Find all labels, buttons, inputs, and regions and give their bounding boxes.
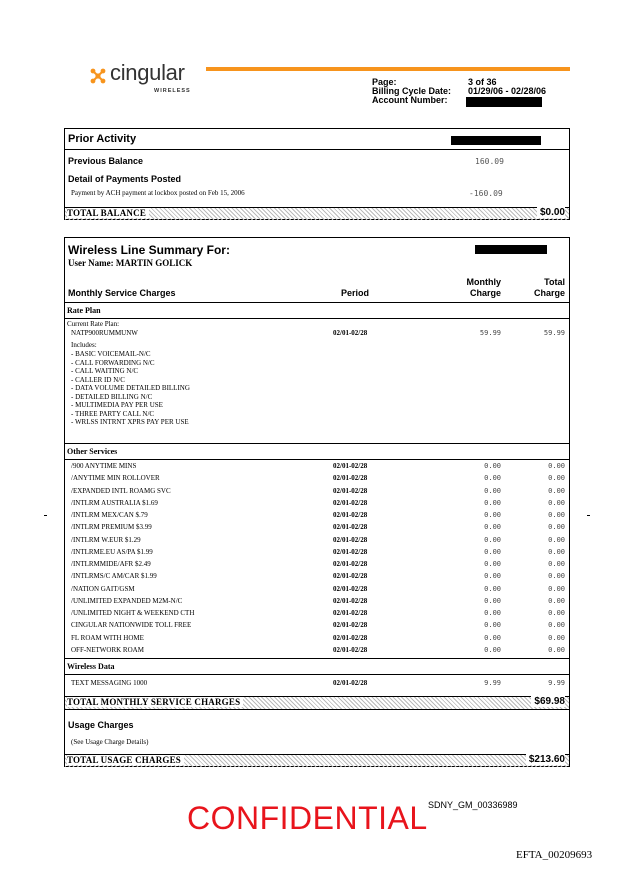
service-total: 0.00: [548, 645, 565, 654]
summary-title: Wireless Line Summary For:: [68, 243, 230, 257]
include-item: - CALL WAITING N/C: [71, 367, 139, 375]
rate-plan-label: Current Rate Plan:: [67, 320, 120, 328]
col-total-line2: Charge: [533, 288, 565, 298]
previous-balance-label: Previous Balance: [68, 156, 144, 166]
total-balance-row: [65, 207, 569, 220]
page-label: Page:: [372, 77, 397, 87]
user-name: User Name: MARTIN GOLICK: [68, 258, 193, 268]
service-monthly: 0.00: [484, 486, 501, 495]
divider: [65, 674, 569, 675]
table-row: [65, 678, 569, 690]
include-item: - DATA VOLUME DETAILED BILLING: [71, 384, 190, 392]
include-item: - THREE PARTY CALL N/C: [71, 409, 155, 418]
service-period: 02/01-02/28: [333, 596, 368, 605]
service-total: 0.00: [548, 474, 565, 483]
service-monthly: 0.00: [484, 511, 501, 519]
data-period: 02/01-02/28: [333, 679, 368, 687]
service-period: 02/01-02/28: [333, 609, 368, 617]
service-total: 0.00: [548, 462, 565, 470]
service-monthly: 0.00: [484, 645, 501, 654]
rate-plan-total: 59.99: [543, 329, 565, 337]
total-balance-label: TOTAL BALANCE: [67, 208, 149, 218]
service-name: /INTLRM W.EUR $1.29: [71, 535, 141, 544]
service-period: 02/01-02/28: [333, 547, 368, 556]
rate-plan-period: 02/01-02/28: [333, 329, 368, 337]
confidential-stamp: CONFIDENTIAL: [187, 800, 428, 836]
service-total: 0.00: [548, 547, 565, 556]
table-row: [65, 584, 569, 596]
data-name-cell: TEXT MESSAGING 1000: [71, 679, 148, 687]
table-row: [65, 522, 569, 534]
bates-number: SDNY_GM_00336989: [428, 800, 518, 810]
service-name: FL ROAM WITH HOME: [71, 633, 144, 642]
service-monthly: 0.00: [484, 572, 501, 581]
payments-detail-label: Detail of Payments Posted: [68, 174, 182, 184]
service-name: /INTLRM PREMIUM $3.99: [71, 523, 152, 532]
include-item: - CALL FORWARDING N/C: [71, 358, 155, 367]
service-period: 02/01-02/28: [333, 486, 368, 495]
prior-activity-title: Prior Activity: [68, 133, 137, 145]
other-services-list: [65, 461, 569, 657]
service-monthly: 0.00: [484, 609, 501, 617]
include-item: - DETAILED BILLING N/C: [71, 392, 153, 401]
previous-balance-value: 160.09: [475, 157, 504, 166]
col-total-charge: [521, 277, 565, 299]
table-row: [65, 559, 569, 571]
cycle-label: Billing Cycle Date:: [372, 86, 452, 96]
total-monthly-row: [65, 696, 569, 709]
cingular-logo: [88, 62, 208, 102]
wireless-data-title: Wireless Data: [67, 662, 115, 671]
divider: [65, 709, 569, 710]
data-total: 9.99: [548, 679, 565, 687]
account-number-redaction: [466, 97, 542, 107]
service-monthly: 0.00: [484, 596, 501, 605]
service-total: 0.00: [548, 596, 565, 605]
service-period: 02/01-02/28: [333, 584, 368, 593]
account-label: Account Number:: [372, 95, 448, 105]
service-monthly: 0.00: [484, 633, 501, 642]
service-name: /INTLRMMIDE/AFR $2.49: [71, 560, 151, 568]
service-period: 02/01-02/28: [333, 572, 368, 581]
other-services-title: Other Services: [67, 447, 118, 456]
usage-note: (See Usage Charge Details): [71, 738, 149, 746]
divider: [65, 443, 569, 444]
total-usage-label: TOTAL USAGE CHARGES: [67, 755, 184, 765]
service-total: 0.00: [548, 560, 565, 568]
service-monthly: 0.00: [484, 462, 501, 470]
table-row: [65, 596, 569, 608]
service-period: 02/01-02/28: [333, 633, 368, 642]
service-name: OFF-NETWORK ROAM: [71, 645, 144, 654]
payment-line: Payment by ACH payment at lockbox posted on Feb 15, 2006: [71, 189, 245, 197]
cycle-value: 01/29/06 - 02/28/06: [468, 86, 547, 96]
service-period: 02/01-02/28: [333, 462, 368, 470]
service-total: 0.00: [548, 535, 565, 544]
service-total: 0.00: [548, 633, 565, 642]
include-item: - MULTIMEDIA PAY PER USE: [71, 401, 163, 409]
includes-label: Includes:: [71, 341, 97, 349]
service-monthly: 0.00: [484, 523, 501, 532]
logo-sub: WIRELESS: [154, 88, 191, 94]
service-name: CINGULAR NATIONWIDE TOLL FREE: [71, 621, 192, 630]
prior-activity-box: [64, 128, 570, 220]
table-row: [65, 461, 569, 473]
table-row: [65, 535, 569, 547]
rate-plan-title: Rate Plan: [67, 306, 101, 315]
service-total: 0.00: [548, 584, 565, 593]
service-period: 02/01-02/28: [333, 560, 368, 568]
col-monthly-line1: Monthly: [466, 277, 501, 287]
service-monthly: 0.00: [484, 584, 501, 593]
include-item: - BASIC VOICEMAIL-N/C: [71, 350, 151, 358]
include-item: - CALLER ID N/C: [71, 375, 125, 384]
table-row: [65, 633, 569, 645]
divider: [65, 149, 569, 150]
service-name: /INTLRM MEX/CAN $.79: [71, 511, 148, 519]
usage-charges-title: Usage Charges: [68, 720, 134, 730]
service-name: /INTLRM AUSTRALIA $1.69: [71, 498, 158, 507]
payment-value: -160.09: [469, 189, 503, 198]
service-total: 0.00: [548, 523, 565, 532]
service-name: /INTLRMS/C AM/CAR $1.99: [71, 572, 157, 581]
col-monthly-line2: Charge: [469, 288, 501, 298]
service-total: 0.00: [548, 498, 565, 507]
rate-plan-name: NATP900RUMMUNW: [71, 329, 138, 337]
service-period: 02/01-02/28: [333, 535, 368, 544]
service-monthly: 0.00: [484, 560, 501, 568]
service-period: 02/01-02/28: [333, 498, 368, 507]
header-info: [372, 78, 451, 105]
rate-plan-monthly: 59.99: [479, 329, 501, 337]
summary-redaction: [475, 245, 547, 254]
header-values: [468, 78, 546, 96]
service-name: /900 ANYTIME MINS: [71, 462, 137, 470]
service-name: /EXPANDED INTL ROAMG SVC: [71, 486, 171, 495]
service-period: 02/01-02/28: [333, 621, 368, 630]
includes-list: [71, 350, 190, 427]
col-total-line1: Total: [544, 277, 565, 287]
divider: [65, 318, 569, 319]
total-monthly-label: TOTAL MONTHLY SERVICE CHARGES: [67, 697, 243, 707]
total-usage-value: $213.60: [526, 754, 565, 765]
service-period: 02/01-02/28: [333, 474, 368, 483]
page-value: 3 of 36: [468, 77, 497, 87]
service-monthly: 0.00: [484, 621, 501, 630]
total-usage-row: [65, 754, 569, 767]
total-monthly-value: $69.98: [531, 696, 565, 707]
total-balance-value: $0.00: [537, 207, 565, 218]
data-monthly: 9.99: [484, 679, 501, 687]
service-name: /UNLIMITED NIGHT & WEEKEND CTH: [71, 609, 195, 617]
service-period: 02/01-02/28: [333, 523, 368, 532]
table-row: [65, 620, 569, 632]
left-tick: [44, 515, 47, 516]
table-row: [65, 498, 569, 510]
divider: [65, 459, 569, 460]
service-name: /UNLIMITED EXPANDED M2M-N/C: [71, 596, 183, 605]
service-total: 0.00: [548, 572, 565, 581]
col-monthly-service-charges: Monthly Service Charges: [68, 288, 176, 298]
service-monthly: 0.00: [484, 474, 501, 483]
table-row: [65, 510, 569, 522]
col-period: Period: [341, 288, 370, 298]
table-row: [65, 645, 569, 657]
table-row: [65, 547, 569, 559]
table-row: [65, 608, 569, 620]
right-tick: [587, 515, 590, 516]
service-period: 02/01-02/28: [333, 511, 368, 519]
service-name: /NATION GAIT/GSM: [71, 584, 135, 593]
table-row: [65, 473, 569, 485]
header-orange-bar: [206, 67, 570, 71]
logo-brand: cingular: [110, 60, 185, 85]
include-item: - WRLSS INTRNT XPRS PAY PER USE: [71, 418, 189, 426]
service-period: 02/01-02/28: [333, 645, 368, 654]
service-name: /ANYTIME MIN ROLLOVER: [71, 474, 160, 483]
service-monthly: 0.00: [484, 535, 501, 544]
cingular-jack-icon: [88, 66, 108, 86]
service-monthly: 0.00: [484, 547, 501, 556]
prior-redaction: [451, 136, 541, 145]
service-total: 0.00: [548, 511, 565, 519]
divider: [65, 302, 569, 303]
service-total: 0.00: [548, 621, 565, 630]
service-total: 0.00: [548, 609, 565, 617]
service-name: /INTLRME.EU AS/PA $1.99: [71, 547, 153, 556]
line-summary-box: [64, 237, 570, 767]
col-monthly-charge: [461, 277, 501, 299]
divider: [65, 658, 569, 659]
efta-number: EFTA_00209693: [516, 849, 593, 861]
service-monthly: 0.00: [484, 498, 501, 507]
table-row: [65, 486, 569, 498]
service-total: 0.00: [548, 486, 565, 495]
table-row: [65, 571, 569, 583]
